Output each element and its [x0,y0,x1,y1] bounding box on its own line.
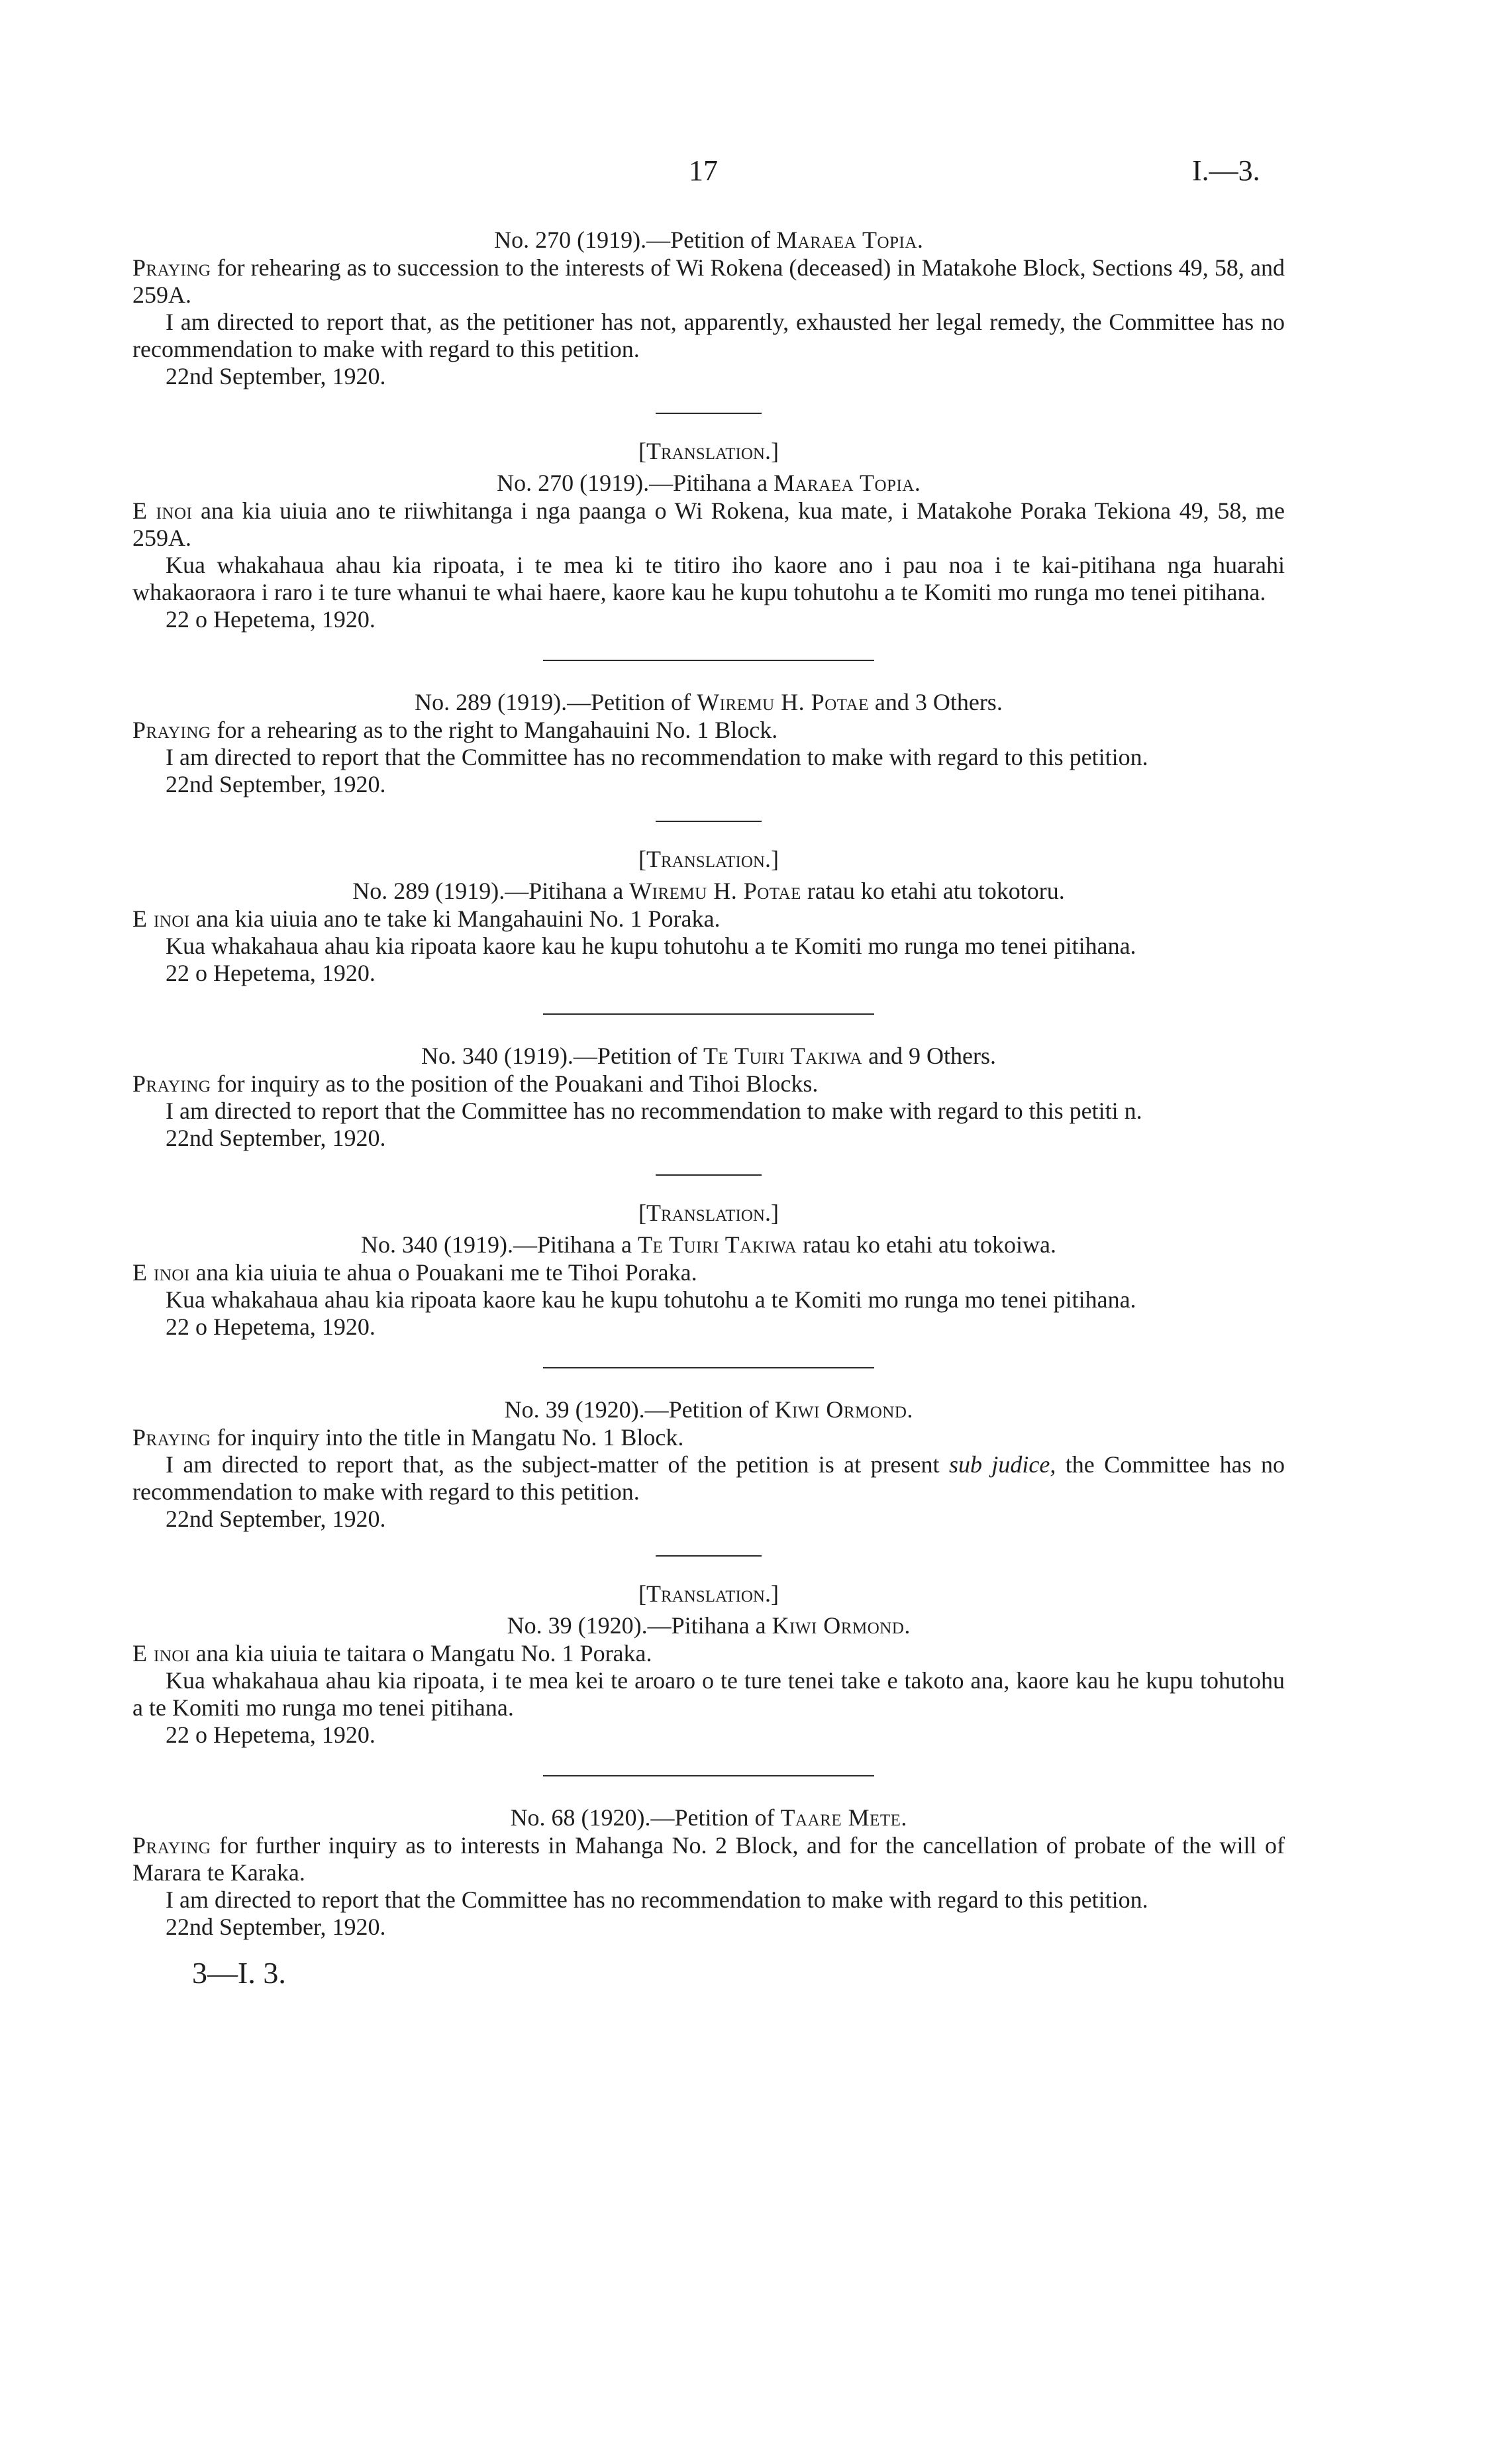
translation-date: 22 o Hepetema, 1920. [166,1313,376,1340]
petition-date: 22nd September, 1920. [166,771,386,797]
petition-date: 22nd September, 1920. [166,363,386,389]
document-reference: I.—3. [1192,154,1260,187]
petition-divider [543,1013,874,1015]
translation-praying: E inoi ana kia uiuia ano te riiwhitanga i nga paanga o Wi Rokena, kua mate, i Matakohe Poraka Tekiona 49, 58, me 259A. [132,497,1285,551]
petition-praying: Praying for further inquiry as to interests in Mahanga No. 2 Block, and for the cancellation of probate of the will of Marara te Karaka. [132,1832,1285,1886]
page-number: 17 [689,154,718,187]
printer-signature: 3—I. 3. [192,1956,286,1990]
petition-report: I am directed to report that the Committee has no recommendation to make with regard to this petition. [166,1886,1148,1913]
petition-heading: No. 270 (1919).—Petition of Maraea Topia. [494,227,923,253]
translation-report: Kua whakahaua ahau kia ripoata kaore kau he kupu tohutohu a te Komiti mo runga mo tenei pitihana. [166,933,1136,959]
translation-heading: No. 270 (1919).—Pitihana a Maraea Topia. [497,470,921,496]
petition-heading: No. 289 (1919).—Petition of Wiremu H. Potae and 3 Others. [415,689,1003,715]
petition-340-1919 [132,1041,1285,1341]
section-divider [656,1174,762,1176]
petition-report: I am directed to report that, as the subject-matter of the petition is at present sub judice, the Committee has no recommendation to make with regard to this petition. [132,1451,1285,1505]
petition-divider [543,1775,874,1776]
translation-report: Kua whakahaua ahau kia ripoata, i te mea ki te titiro iho kaore ano i pau noa i te kai-pitihana nga huarahi whakaoraora i raro i te ture whanui te whai haere, kaore kau he kupu tohutohu a te Komiti mo runga mo tenei pitihana. [132,552,1285,605]
petition-praying: Praying for inquiry as to the position of the Pouakani and Tihoi Blocks. [132,1070,819,1097]
petition-heading: No. 39 (1920).—Petition of Kiwi Ormond. [504,1396,913,1423]
petition-report: I am directed to report that the Committee has no recommendation to make with regard to this petiti n. [166,1098,1142,1124]
translation-date: 22 o Hepetema, 1920. [166,1721,376,1748]
petition-289-1919 [132,688,1285,987]
translation-date: 22 o Hepetema, 1920. [166,606,376,633]
page-header [0,154,1502,193]
translation-label: [Translation.] [638,846,779,872]
petition-report: I am directed to report that the Committee has no recommendation to make with regard to this petition. [166,744,1148,770]
translation-heading: No. 39 (1920).—Pitihana a Kiwi Ormond. [507,1612,911,1639]
translation-praying: E inoi ana kia uiuia ano te take ki Mangahauini No. 1 Poraka. [132,905,721,932]
petition-270-1919 [132,225,1285,633]
translation-label: [Translation.] [638,438,779,464]
petition-39-1920 [132,1395,1285,1749]
petition-divider [543,660,874,661]
petition-praying: Praying for a rehearing as to the right to Mangahauini No. 1 Block. [132,717,778,743]
translation-report: Kua whakahaua ahau kia ripoata kaore kau he kupu tohutohu a te Komiti mo runga mo tenei pitihana. [166,1286,1136,1313]
section-divider [656,821,762,822]
petition-heading: No. 68 (1920).—Petition of Taare Mete. [510,1804,907,1831]
translation-heading: No. 340 (1919).—Pitihana a Te Tuiri Takiwa ratau ko etahi atu tokoiwa. [361,1231,1056,1258]
petition-date: 22nd September, 1920. [166,1506,386,1532]
translation-praying: E inoi ana kia uiuia te taitara o Mangatu No. 1 Poraka. [132,1640,652,1667]
petition-heading: No. 340 (1919).—Petition of Te Tuiri Takiwa and 9 Others. [421,1043,997,1069]
translation-report: Kua whakahaua ahau kia ripoata, i te mea kei te aroaro o te ture tenei take e takoto ana, kaore kau he kupu tohutohu a te Komiti mo runga mo tenei pitihana. [132,1667,1285,1721]
petition-date: 22nd September, 1920. [166,1914,386,1940]
translation-label: [Translation.] [638,1200,779,1226]
petition-68-1920 [132,1803,1285,1941]
section-divider [656,413,762,414]
translation-label: [Translation.] [638,1580,779,1607]
petition-divider [543,1367,874,1368]
translation-date: 22 o Hepetema, 1920. [166,960,376,986]
translation-heading: No. 289 (1919).—Pitihana a Wiremu H. Potae ratau ko etahi atu tokotoru. [352,878,1065,904]
translation-praying: E inoi ana kia uiuia te ahua o Pouakani me te Tihoi Poraka. [132,1259,697,1286]
petition-report: I am directed to report that, as the petitioner has not, apparently, exhausted her legal remedy, the Committee has no recommendation to make with regard to this petition. [132,309,1285,362]
petition-praying: Praying for rehearing as to succession to the interests of Wi Rokena (deceased) in Matakohe Block, Sections 49, 58, and 259A. [132,254,1285,308]
section-divider [656,1555,762,1557]
petition-date: 22nd September, 1920. [166,1125,386,1151]
petition-praying: Praying for inquiry into the title in Mangatu No. 1 Block. [132,1424,684,1451]
page-content [132,225,1285,1990]
